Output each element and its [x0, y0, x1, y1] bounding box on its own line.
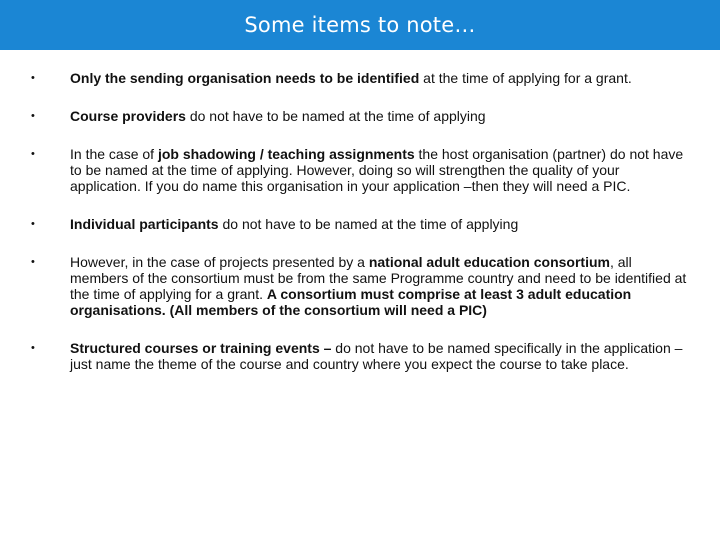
bullet-item-sending-organisation	[28, 70, 688, 86]
slide-title: Some items to note…	[244, 13, 476, 37]
title-bar	[0, 0, 720, 50]
bullet-marker: •	[31, 110, 35, 122]
bullet-text	[70, 146, 683, 194]
bullet-marker: •	[31, 218, 35, 230]
bullet-item-course-providers	[28, 108, 688, 124]
plain-text: However, in the case of projects presented by a	[70, 254, 369, 270]
bullet-item-job-shadowing	[28, 146, 688, 194]
plain-text: , all members of the consortium must be from the same Programme country and need to be identified at the time of applying for a grant.	[70, 254, 687, 302]
plain-text: the host organisation (partner) do not have to be named at the time of applying. However, doing so will strengthen the quality of your application. If you do name this organisation in your application –then they will need a PIC.	[70, 146, 684, 194]
bold-text: national adult education consortium	[368, 254, 610, 270]
bold-text: Only the sending organisation needs to be identified	[70, 70, 420, 86]
bullet-marker: •	[31, 148, 35, 160]
bold-text: A consortium must comprise at least 3 adult education organisations. (All members of the consortium will need a PIC)	[70, 286, 632, 318]
bullet-text	[70, 108, 486, 124]
bullet-list	[28, 70, 688, 372]
bold-text: Course providers	[70, 108, 186, 124]
plain-text: do not have to be named specifically in the application – just name the theme of the course and country where you expect the course to take place.	[70, 340, 683, 372]
plain-text: at the time of applying for a grant.	[419, 70, 632, 86]
bullet-text	[70, 70, 632, 86]
plain-text: do not have to be named at the time of applying	[185, 108, 486, 124]
bullet-item-consortium	[28, 254, 688, 318]
bullet-marker: •	[31, 342, 35, 354]
bullet-marker: •	[31, 256, 35, 268]
bullet-item-individual-participants	[28, 216, 688, 232]
bullet-marker: •	[31, 72, 35, 84]
plain-text: do not have to be named at the time of applying	[218, 216, 519, 232]
bold-text: job shadowing / teaching assignments	[157, 146, 415, 162]
bullet-item-structured-courses	[28, 340, 688, 372]
bullet-text	[70, 254, 686, 318]
bullet-text	[70, 216, 518, 232]
plain-text: In the case of	[70, 146, 158, 162]
bold-text: Structured courses or training events –	[70, 340, 332, 356]
bullet-text	[70, 340, 682, 372]
bold-text: Individual participants	[70, 216, 219, 232]
